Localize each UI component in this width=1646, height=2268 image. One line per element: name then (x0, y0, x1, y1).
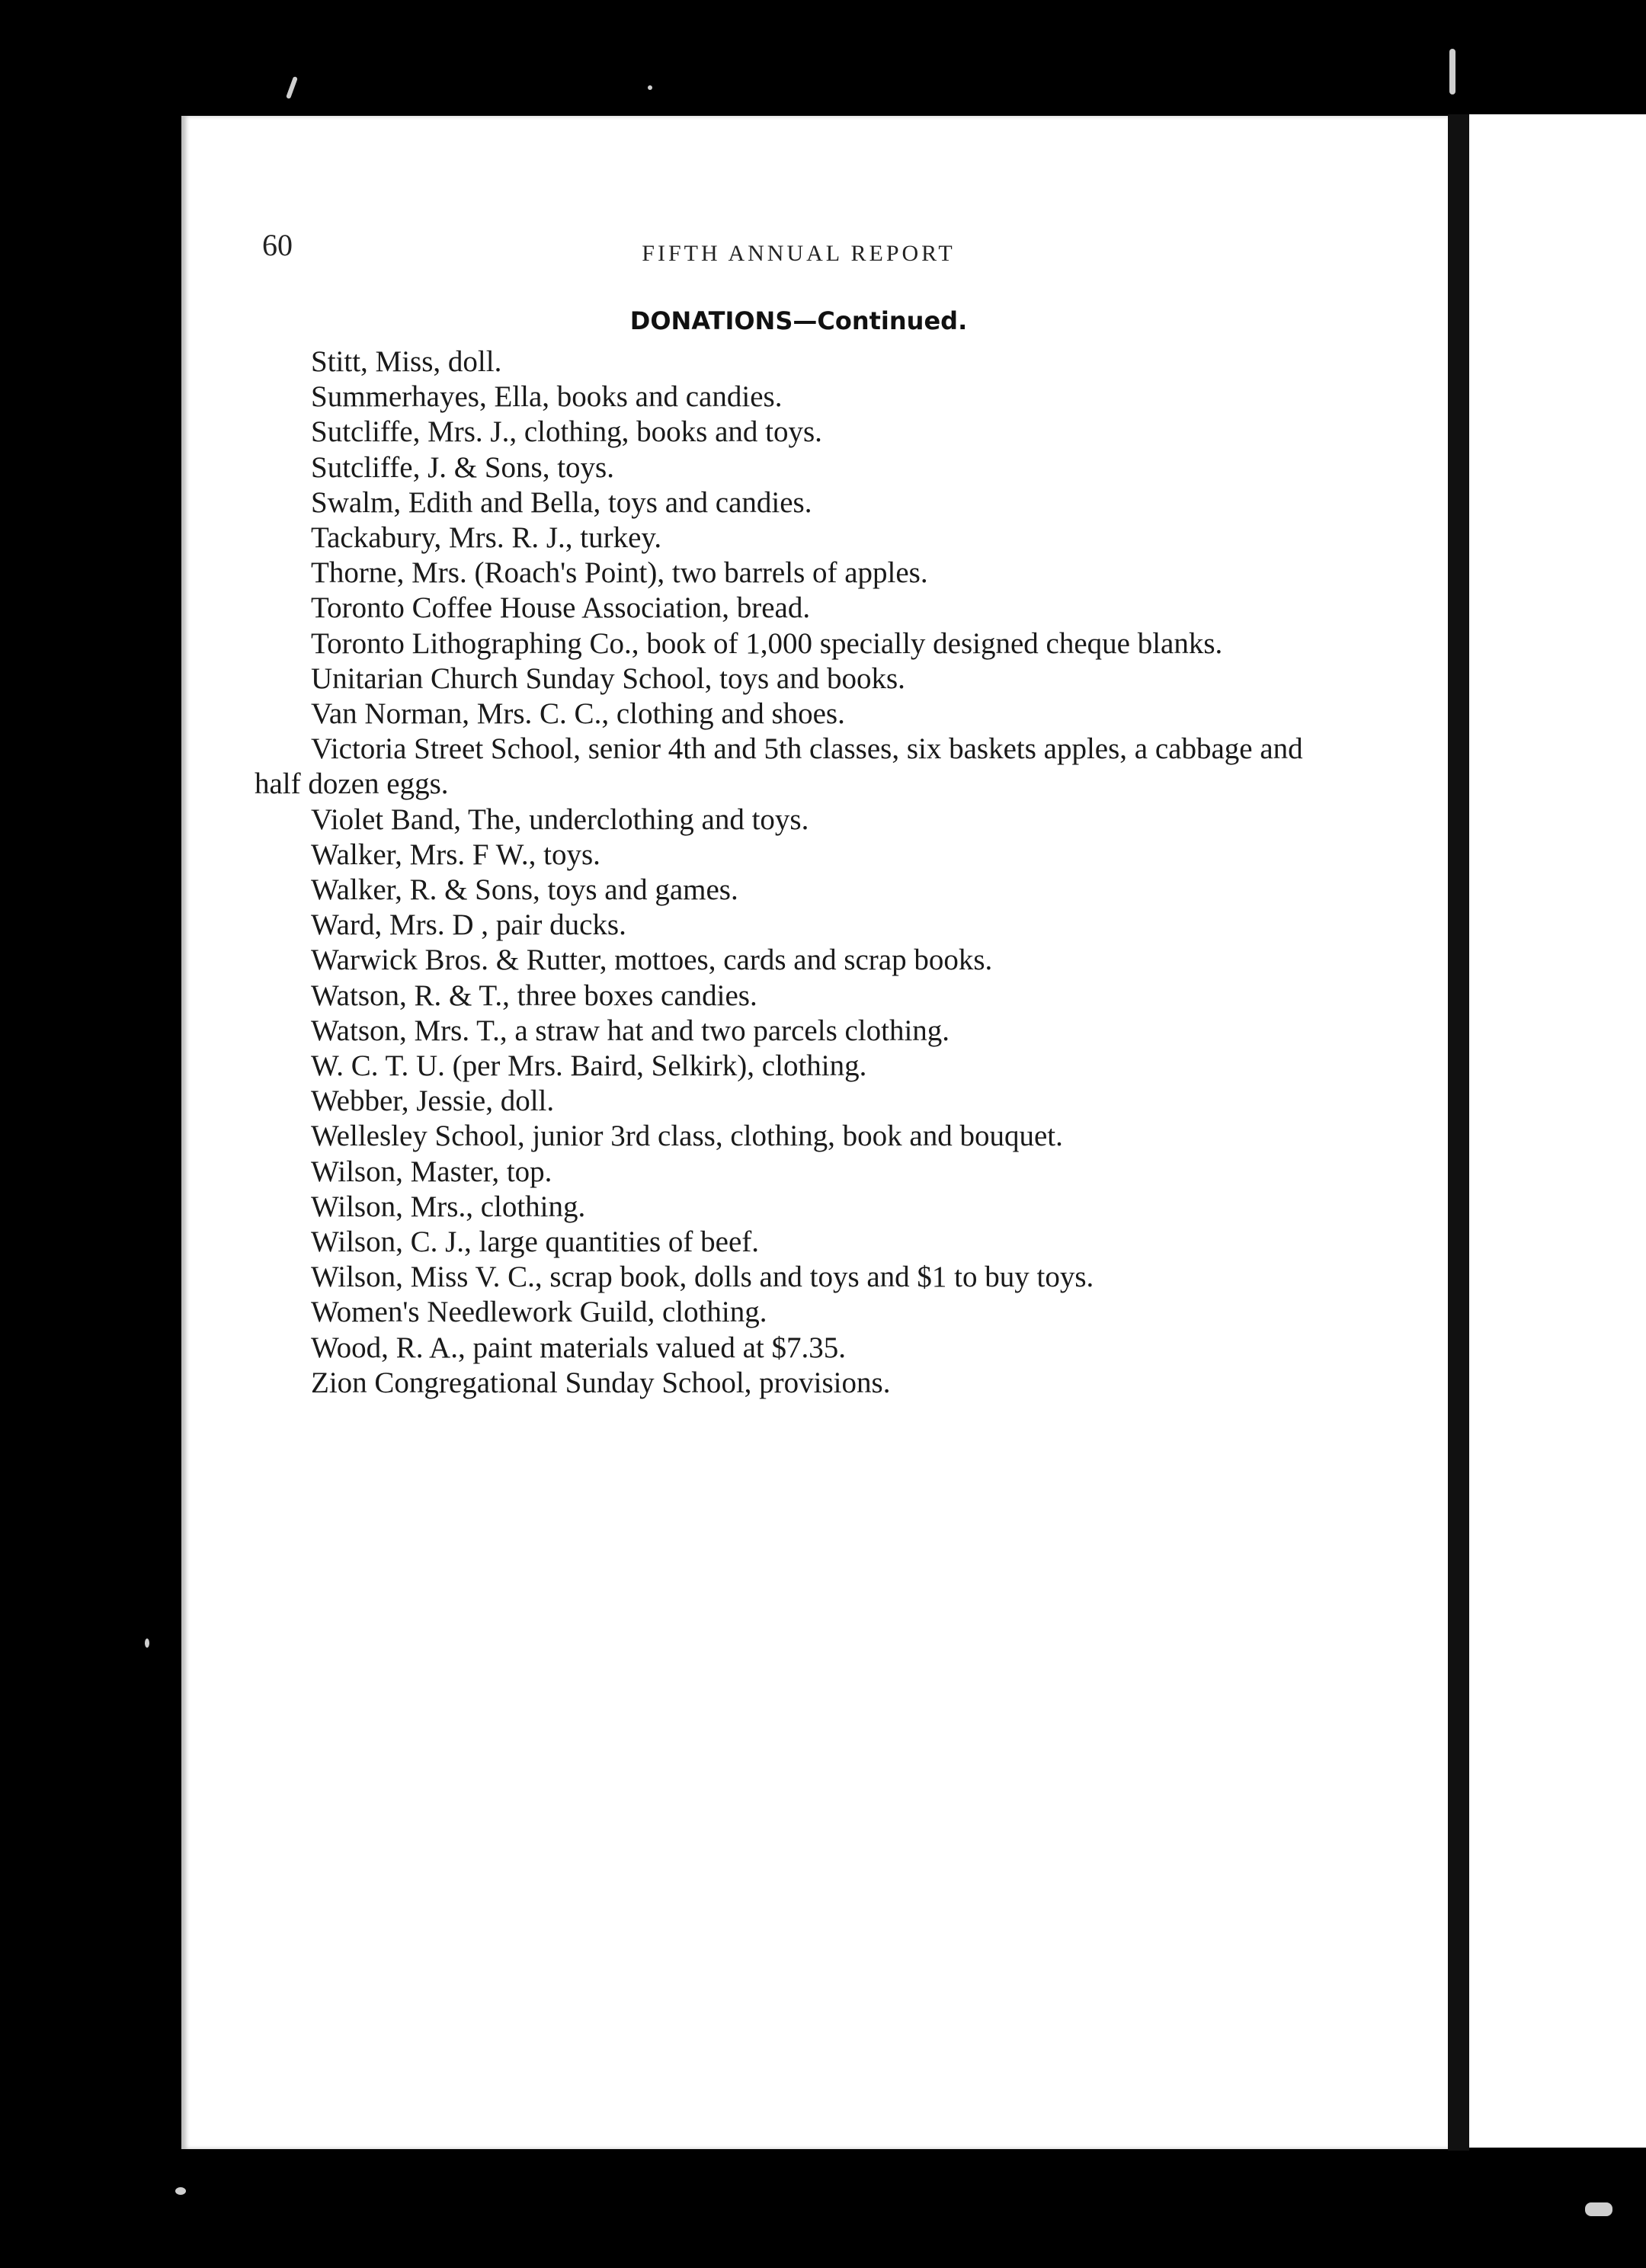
left-page (181, 116, 1449, 2149)
book-gutter (1448, 114, 1469, 2151)
list-item: Thorne, Mrs. (Roach's Point), two barrels of apples. (311, 556, 928, 590)
right-page-edge (1469, 114, 1646, 2148)
list-item: Wilson, Mrs., clothing. (311, 1190, 586, 1223)
list-item: Violet Band, The, underclothing and toys. (311, 802, 809, 836)
dust-speck (1449, 49, 1455, 94)
donations-list (255, 344, 1344, 1401)
list-item: Wellesley School, junior 3rd class, clothing, book and bouquet. (311, 1120, 1063, 1153)
section-title: DONATIONS—Continued. (629, 306, 968, 335)
list-item: W. C. T. U. (per Mrs. Baird, Selkirk), clothing. (311, 1049, 867, 1083)
page-number: 60 (262, 228, 293, 262)
list-item: Victoria Street School, senior 4th and 5th classes, six baskets apples, a cabbage and half dozen eggs. (255, 732, 1303, 801)
dust-speck (1585, 2202, 1612, 2216)
list-item: Webber, Jessie, doll. (311, 1084, 555, 1118)
list-item: Stitt, Miss, doll. (311, 345, 502, 378)
running-head: FIFTH ANNUAL REPORT (642, 241, 956, 266)
list-item: Swalm, Edith and Bella, toys and candies. (311, 485, 812, 519)
dust-speck (145, 1639, 149, 1648)
list-item: Van Norman, Mrs. C. C., clothing and shoes. (311, 697, 845, 731)
list-item: Women's Needlework Guild, clothing. (311, 1296, 767, 1329)
list-item: Tackabury, Mrs. R. J., turkey. (311, 521, 662, 555)
list-item: Ward, Mrs. D , pair ducks. (311, 908, 626, 942)
dust-speck (286, 76, 298, 99)
dust-speck (175, 2187, 186, 2195)
list-item: Toronto Coffee House Association, bread. (311, 591, 811, 625)
list-item: Wilson, Miss V. C., scrap book, dolls and toys and $1 to buy toys. (311, 1261, 1094, 1294)
list-item: Sutcliffe, J. & Sons, toys. (311, 450, 614, 484)
list-item: Watson, R. & T., three boxes candies. (311, 979, 757, 1012)
list-item: Walker, R. & Sons, toys and games. (311, 873, 738, 907)
list-item: Wood, R. A., paint materials valued at $7.35. (311, 1331, 846, 1364)
list-item: Watson, Mrs. T., a straw hat and two parcels clothing. (311, 1014, 950, 1047)
dust-speck (648, 85, 652, 90)
list-item: Warwick Bros. & Rutter, mottoes, cards and scrap books. (311, 943, 993, 977)
list-item: Wilson, Master, top. (311, 1155, 552, 1188)
list-item: Toronto Lithographing Co., book of 1,000 specially designed cheque blanks. (311, 626, 1223, 660)
list-item: Walker, Mrs. F W., toys. (311, 838, 600, 871)
list-item: Summerhayes, Ella, books and candies. (311, 380, 783, 414)
list-item: Unitarian Church Sunday School, toys and books. (311, 662, 905, 695)
list-item: Sutcliffe, Mrs. J., clothing, books and toys. (311, 415, 822, 449)
list-item: Wilson, C. J., large quantities of beef. (311, 1225, 760, 1259)
list-item: Zion Congregational Sunday School, provisions. (311, 1366, 891, 1399)
